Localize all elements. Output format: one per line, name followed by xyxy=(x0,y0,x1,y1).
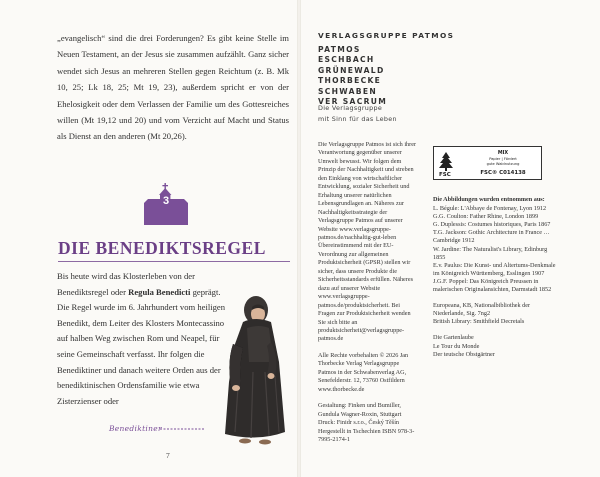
benedictine-monk-illustration xyxy=(209,292,291,450)
credit-item: E.v. Paulus: Die Kunst- und Altertums-Denkmale im Königreich Württemberg, Esslingen 1907 xyxy=(433,261,556,277)
publisher-tagline xyxy=(318,103,397,125)
imprint-column xyxy=(318,141,418,452)
credit-item: Europeana, KB, Nationalbibliothek der Niederlande, Sig. 7ng2 xyxy=(433,302,531,318)
fsc-tree-icon xyxy=(437,150,463,178)
credit-item: G. Duplessis: Costumes historiques, Paris 1867 xyxy=(433,221,551,229)
credit-item: Le Tour du Monde xyxy=(433,342,480,350)
credits-spacer xyxy=(433,326,558,334)
tagline-line: mit Sinn für das Leben xyxy=(318,114,397,123)
body-bold-term: Regula Benedicti xyxy=(128,286,191,297)
tagline-line: Die Verlagsgruppe xyxy=(318,104,383,112)
credit-item: T.G. Jackson: Gothic Architecture in France … Cambridge 1912 xyxy=(433,229,550,245)
credit-item: G.G. Coulton: Father Rhine, London 1899 xyxy=(433,213,539,221)
fsc-certification-label xyxy=(433,146,542,180)
credit-item: Die Gartenlaube xyxy=(433,334,474,342)
credit-item: J.G.F. Poppel: Das Königreich Preussen in malerischen Originalansichten, Darmstadt 1852 xyxy=(433,277,552,294)
brand-item: SCHWABEN xyxy=(318,86,378,96)
credit-item: British Library: Smithfield Decretals xyxy=(433,318,525,326)
fsc-mix-label: MIX xyxy=(497,151,509,156)
publisher-group-heading: VERLAGSGRUPPE PATMOS xyxy=(318,31,455,40)
credit-item: W. Jardine: The Naturalist's Library, Edinburg 1855 xyxy=(433,245,548,261)
sustainability-notice: Die Verlagsgruppe Patmos ist sich ihrer Verantwortung gegenüber unserer Umwelt bewusst. Wir folgen dem Prinzip der Nachhaltigkeit und streben den Einklang von wirtschaftlicher Entwicklung, sozialer Sicherheit und Erhaltung unserer natürlichen Lebensgrundlagen an. Näheres zur Nachhaltigkeitsstrategie der Verlagsgruppe Patmos auf unserer Website www.verlagsgruppe-patmos.de/nachhaltig-gut-leben Übereinstimmend mit der EU-Verordnung zur allgemeinen Produktsicherheit (GPSR) stellen wir sicher, dass unsere Produkte die Sicherheitsstandards erfüllen. Näheres dazu auf unserer Website www.verlagsgruppe-patmos.de/produktsicherheit. Bei Fragen zur Produktsicherheit wenden Sie sich bitte an produktsicherheit@verlagsgruppe-patmos.de xyxy=(318,141,417,343)
illustration-caption: Benediktiner xyxy=(109,424,162,433)
chapter-divider xyxy=(58,261,290,262)
fsc-subtext xyxy=(466,157,540,166)
copyright-notice: Alle Rechte vorbehalten © 2026 Jan Thorbecke Verlag Verlagsgruppe Patmos in der Schwabenverlag AG, Senefelderstr. 12, 73760 Ostfildern www.thorbecke.de xyxy=(318,351,409,393)
production-credits: Gestaltung: Finken und Bumiller, Gundula Wagner-Roxin, Stuttgart Druck: Finidr s.r.o., Český Těšín Hergestellt in Tschechien ISBN 978-3-7995-2174-1 xyxy=(318,402,415,443)
credits-spacer xyxy=(433,294,558,302)
body-text-2: geprägt. Die Regel wurde im 6. Jahrhundert vom heiligen Benedikt, dem Leiter des Klosters Montecassino auf halben Weg zwischen Rom und Neapel, für seine Gemeinschaft verfasst. Ihr folgen die Benediktiner und danach weitere Orden aus der benediktinischen Ordensfamilie wie etwa Zisterzienser oder xyxy=(57,286,226,406)
chapter-badge xyxy=(144,183,188,225)
fsc-logo-text: FSC xyxy=(439,172,451,178)
body-text-1: Bis heute wird das Klosterleben von der Benediktsregel oder xyxy=(57,271,195,297)
fsc-subtext-line: Papier | Fördert xyxy=(489,157,517,161)
brand-item: PATMOS xyxy=(318,45,361,54)
publisher-brand-list xyxy=(318,45,387,107)
page-number: 7 xyxy=(166,451,170,460)
brand-item: VER SACRUM xyxy=(318,97,388,107)
intro-paragraph: „evangelisch“ sind die drei Forderungen? Es gibt keine Stelle im Neuen Testament, an der Jesus sie zusammen aufzählt. Ganz sicher wendet sich Jesus an mehreren Stellen gegen Reichtum (z. B. Mk 10, 25; Lk 18, 25; Mt 19, 23), außerdem spricht er von der Ehelosigkeit oder dem Verlassen der Familie um des Gottesreiches willen (Mt 19,12 und 20) und vom Verzicht auf Macht und Status als Dienst an den anderen (Mt 20,26). xyxy=(57,33,289,142)
caption-leader-line xyxy=(160,426,205,432)
credit-item: Der teutsche Obstgärtner xyxy=(433,350,495,358)
fsc-subtext-line: gute Waldnutzung xyxy=(486,161,520,166)
brand-item: ESCHBACH xyxy=(318,55,375,65)
chapter-title: DIE BENEDIKTSREGEL xyxy=(58,238,266,258)
credits-heading: Die Abbildungen wurden entnommen aus: xyxy=(433,196,545,203)
image-credits xyxy=(433,196,558,359)
fsc-license-code: FSC® C014138 xyxy=(480,170,526,176)
book-gutter xyxy=(297,0,301,477)
brand-item: THORBECKE xyxy=(318,76,382,86)
chapter-number: 3 xyxy=(162,195,170,207)
brand-item: GRÜNEWALD xyxy=(318,65,385,75)
credit-item: L. Bégule: L'Abbaye de Fontenay, Lyon 1912 xyxy=(433,205,547,213)
